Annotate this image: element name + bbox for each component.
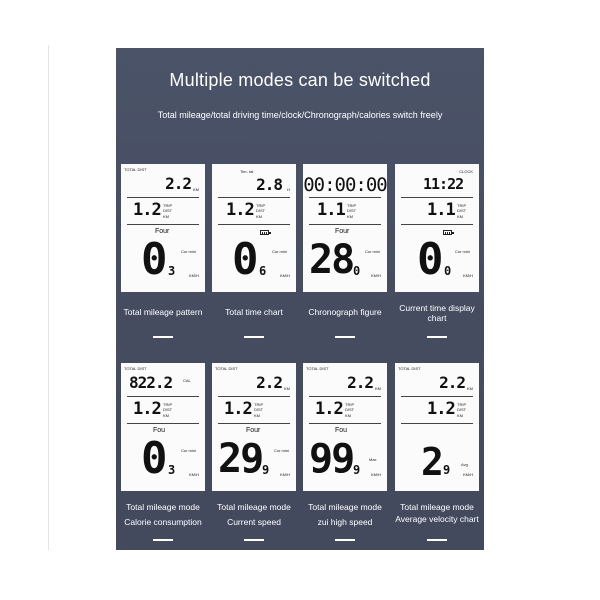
divider (127, 197, 199, 198)
speed-unit: KM/H (189, 273, 199, 278)
mid-label-trip: TRIP (163, 402, 173, 407)
mid-label-trip: TRIP (163, 203, 173, 208)
mid-unit: KM (457, 214, 463, 219)
top-value: 822.2 (129, 373, 173, 392)
mid-label-trip: TRIP (347, 203, 357, 208)
speed-decimal: 3 (168, 264, 176, 278)
mid-label-dist: DIST (457, 407, 467, 412)
pace-label: Fou (153, 427, 166, 434)
mid-label-trip: TRIP (457, 203, 467, 208)
cur-label: Cur mini (274, 448, 289, 453)
mid-value: 1.2 (133, 399, 161, 419)
top-label: CLOCK (459, 169, 473, 174)
mid-unit: KM (163, 413, 169, 418)
speed-unit: KM/H (371, 472, 381, 477)
divider (401, 396, 473, 397)
top-unit: KM (284, 386, 290, 391)
speed-decimal: 9 (262, 463, 270, 477)
top-unit: CAL (183, 378, 191, 383)
cur-label: Max (369, 457, 377, 462)
left-edge-line (48, 45, 49, 550)
caption-underline (153, 539, 173, 541)
speed-decimal: 9 (443, 463, 451, 477)
mode-caption-line2: Average velocity chart (395, 514, 479, 524)
mid-unit: KM (256, 214, 262, 219)
top-label: TOTAL DIST (124, 167, 147, 172)
cur-label: Cur mini (455, 249, 470, 254)
caption-underline (427, 336, 447, 338)
lcd-screen (303, 363, 387, 491)
top-label: Tim- tat (240, 169, 254, 174)
mid-value: 1.1 (427, 200, 455, 220)
cur-label: Cur mini (181, 249, 196, 254)
caption-underline (153, 336, 173, 338)
mid-label-dist: DIST (345, 407, 355, 412)
pace-label: Four (335, 228, 350, 235)
top-label: TOTAL DIST (398, 366, 421, 371)
mode-caption: Total mileage mode (400, 502, 474, 512)
top-unit: KM (375, 386, 381, 391)
mode-caption-line2: Current speed (227, 517, 281, 527)
speed-unit: KM/H (280, 273, 290, 278)
top-unit: KM (467, 386, 473, 391)
mid-label-trip: TRIP (256, 203, 266, 208)
mid-label-dist: DIST (163, 407, 173, 412)
cur-label: Cur mini (272, 249, 287, 254)
lcd-screen (121, 164, 205, 292)
top-value: 11:22 (423, 175, 464, 193)
mode-caption: Chronograph figure (308, 307, 382, 317)
lcd-screen (395, 363, 479, 491)
speed-value: 0 (141, 234, 166, 285)
mid-label-trip: TRIP (254, 402, 264, 407)
lcd-screen (212, 164, 296, 292)
cur-label: Avg (461, 462, 468, 467)
top-value: 2.8 (256, 175, 282, 194)
speed-unit: KM/H (463, 472, 473, 477)
mid-label-trip: TRIP (457, 402, 467, 407)
speed-value: 0 (141, 433, 166, 484)
divider (309, 224, 381, 225)
mode-caption: Current time display (399, 303, 475, 313)
divider (401, 224, 473, 225)
mid-unit: KM (254, 413, 260, 418)
caption-underline (335, 539, 355, 541)
speed-decimal: 0 (353, 264, 361, 278)
mid-label-dist: DIST (347, 208, 357, 213)
pace-label: Fou (335, 427, 348, 434)
divider (127, 224, 199, 225)
mid-value: 1.2 (224, 399, 252, 419)
pace-label: Four (246, 427, 261, 434)
top-value: 2.2 (165, 174, 191, 193)
divider (218, 224, 290, 225)
battery-icon (443, 230, 452, 235)
lcd-screen (395, 164, 479, 292)
speed-unit: KM/H (463, 273, 473, 278)
cur-label: Cur mini (181, 448, 196, 453)
speed-value: 29 (218, 436, 263, 482)
speed-unit: KM/H (280, 472, 290, 477)
lcd-screen (303, 164, 387, 292)
mid-value: 1.1 (317, 200, 345, 220)
divider (309, 197, 381, 198)
mode-caption: Total mileage pattern (123, 307, 203, 317)
speed-decimal: 0 (444, 264, 452, 278)
speed-decimal: 6 (259, 264, 267, 278)
divider (218, 396, 290, 397)
speed-value: 28 (309, 237, 354, 283)
speed-value: 0 (232, 234, 257, 285)
divider (309, 396, 381, 397)
mid-unit: KM (457, 413, 463, 418)
mode-caption-line2: chart (427, 313, 447, 323)
mid-unit: KM (347, 214, 353, 219)
caption-underline (427, 539, 447, 541)
caption-underline (244, 539, 264, 541)
top-label: TOTAL DIST (124, 366, 147, 371)
mid-unit: KM (163, 214, 169, 219)
mode-caption-line2: Calorie consumption (124, 517, 202, 527)
divider (127, 396, 199, 397)
divider (127, 423, 199, 424)
speed-unit: KM/H (189, 472, 199, 477)
mid-value: 1.2 (315, 399, 343, 419)
mode-caption: Total mileage mode (126, 502, 200, 512)
divider (218, 423, 290, 424)
page-subtitle: Total mileage/total driving time/clock/Chronograph/calories switch freely (157, 110, 443, 120)
speed-decimal: 3 (168, 463, 176, 477)
mode-caption: Total mileage mode (217, 502, 291, 512)
top-label: TOTAL DIST (306, 366, 329, 371)
top-unit: H (287, 187, 290, 192)
mid-value: 1.2 (427, 399, 455, 419)
mid-value: 1.2 (133, 200, 161, 220)
mode-caption-line2: zui high speed (317, 517, 373, 527)
battery-icon (260, 230, 269, 235)
top-unit: KM (193, 187, 199, 192)
cur-label: Cur mini (365, 249, 380, 254)
divider (401, 197, 473, 198)
top-value: 2.2 (439, 373, 465, 392)
speed-decimal: 9 (353, 463, 361, 477)
divider (309, 423, 381, 424)
speed-unit: KM/H (371, 273, 381, 278)
mid-label-trip: TRIP (345, 402, 355, 407)
mid-unit: KM (345, 413, 351, 418)
mode-caption: Total time chart (225, 307, 283, 317)
speed-value: 2 (421, 440, 442, 484)
lcd-screen (212, 363, 296, 491)
top-value: 2.2 (347, 373, 373, 392)
mid-label-dist: DIST (457, 208, 467, 213)
product-panel (116, 48, 484, 550)
mid-label-dist: DIST (254, 407, 264, 412)
divider (401, 423, 473, 424)
mid-value: 1.2 (226, 200, 254, 220)
mid-label-dist: DIST (163, 208, 173, 213)
caption-underline (335, 336, 355, 338)
pace-label: Four (155, 228, 170, 235)
speed-value: 99 (309, 436, 354, 482)
top-label: TOTAL DIST (215, 366, 238, 371)
page-title: Multiple modes can be switched (169, 70, 431, 90)
speed-value: 0 (417, 234, 442, 285)
lcd-screen (121, 363, 205, 491)
top-value: 2.2 (256, 373, 282, 392)
mid-label-dist: DIST (256, 208, 266, 213)
caption-underline (244, 336, 264, 338)
mode-caption: Total mileage mode (308, 502, 382, 512)
divider (218, 197, 290, 198)
chrono-value: 00:00:00 (303, 174, 387, 196)
